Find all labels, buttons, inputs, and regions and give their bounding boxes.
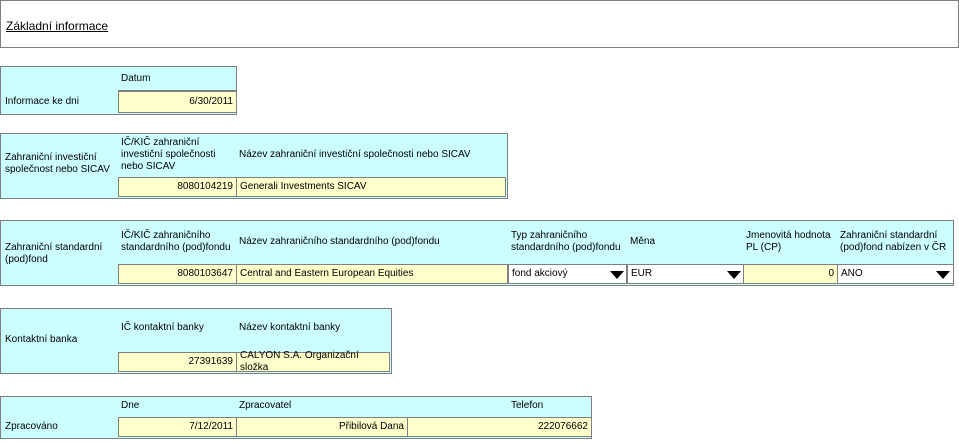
company-ic-header: IČ/KIČ zahraniční investiční společnosti nebo SICAV [121, 137, 216, 172]
datum-header: Datum [121, 73, 151, 84]
bank-name-value[interactable]: CALYON S.A. Organizační složka [236, 352, 390, 372]
fund-currency-select[interactable] [627, 264, 744, 284]
chevron-down-icon[interactable] [610, 271, 624, 279]
processed-date-header: Dne [121, 400, 140, 411]
chevron-down-icon[interactable] [936, 271, 950, 279]
company-name-header: Název zahraniční investiční společnosti nebo SICAV [239, 149, 471, 160]
page-title: Základní informace [6, 19, 109, 33]
processed-date-value[interactable]: 7/12/2011 [118, 417, 237, 437]
fund-name-value[interactable]: Central and Eastern European Equities [236, 264, 508, 284]
bank-name-header: Název kontaktní banky [239, 322, 341, 333]
chevron-down-icon[interactable] [727, 271, 741, 279]
fund-type-value: fond akciový [512, 268, 568, 279]
fund-ic-value[interactable]: 8080103647 [118, 264, 237, 284]
fund-type-header: Typ zahraničního standardního (pod)fondu [511, 230, 621, 253]
fund-nominal-header: Jmenovitá hodnota PL (CP) [746, 230, 831, 253]
bank-section-label: Kontaktní banka [5, 334, 78, 345]
fund-offered-select[interactable] [837, 264, 954, 284]
fund-offered-header: Zahraniční standardní (pod)fond nabízen v ČR [840, 230, 947, 253]
processed-phone-value[interactable]: 222076662 [407, 417, 592, 437]
fund-currency-header: Měna [630, 236, 656, 247]
bank-ic-header: IČ kontaktní banky [121, 322, 204, 333]
bank-ic-value[interactable]: 27391639 [118, 352, 237, 372]
fund-section-label: Zahraniční standardní (pod)fond [5, 242, 103, 265]
fund-offered-value: ANO [841, 268, 863, 279]
processed-person-value[interactable]: Přibilová Dana [236, 417, 408, 437]
fund-currency-value: EUR [631, 268, 653, 279]
fund-name-header: Název zahraničního standardního (pod)fondu [239, 236, 440, 247]
section-title [0, 0, 959, 48]
info-date-label: Informace ke dni [5, 96, 79, 107]
fund-ic-header: IČ/KIČ zahraničního standardního (pod)fondu [121, 230, 231, 253]
processed-label: Zpracováno [5, 421, 58, 432]
info-date-value[interactable]: 6/30/2011 [118, 91, 237, 113]
company-section-label: Zahraniční investiční společnost nebo SICAV [5, 152, 110, 175]
company-ic-value[interactable]: 8080104219 [118, 177, 237, 197]
company-name-value[interactable]: Generali Investments SICAV [236, 177, 506, 197]
fund-type-select[interactable] [508, 264, 627, 284]
fund-nominal-value[interactable]: 0 [743, 264, 838, 284]
processed-person-header: Zpracovatel [239, 400, 292, 411]
processed-phone-header: Telefon [511, 400, 544, 411]
